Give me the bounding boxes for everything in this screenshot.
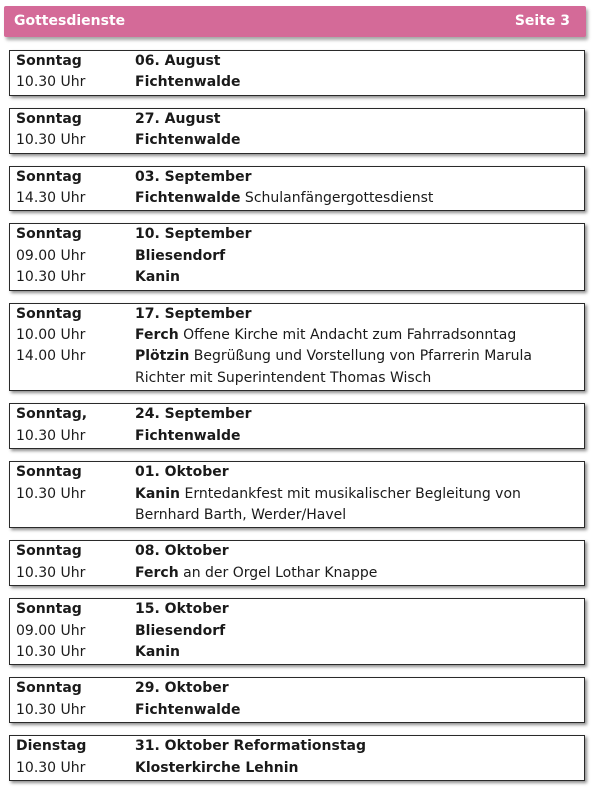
service-row <box>10 368 584 389</box>
service-detail <box>135 563 584 584</box>
service-row <box>10 109 584 130</box>
service-detail <box>135 130 584 151</box>
service-row <box>10 246 584 267</box>
service-row <box>10 563 584 584</box>
day-label: Sonntag <box>16 305 82 322</box>
service-row <box>10 304 584 325</box>
time-label: 10.30 Uhr <box>16 132 86 149</box>
service-entry <box>9 166 585 212</box>
service-entry <box>9 303 585 392</box>
service-detail <box>135 404 584 425</box>
service-detail <box>135 325 584 346</box>
service-list <box>9 50 585 793</box>
service-row <box>10 167 584 188</box>
service-detail <box>135 304 584 325</box>
service-detail <box>135 188 584 209</box>
time-label: 10.30 Uhr <box>16 74 86 91</box>
service-row <box>10 346 584 367</box>
page-title: Gottesdienste <box>14 13 126 29</box>
service-description: Schulanfängergottesdienst <box>240 190 434 207</box>
location-label: Fichtenwalde <box>135 74 241 91</box>
service-description: Bernhard Barth, Werder/Havel <box>135 506 347 523</box>
time-label: 14.00 Uhr <box>16 348 86 365</box>
service-entry <box>9 108 585 154</box>
location-label: Ferch <box>135 327 179 344</box>
location-label: Fichtenwalde <box>135 427 241 444</box>
service-row <box>10 325 584 346</box>
location-label: Kanin <box>135 269 181 286</box>
date-label: 29. Oktober <box>135 680 229 697</box>
service-row <box>10 758 584 779</box>
location-label: Plötzin <box>135 348 190 365</box>
date-label: 08. Oktober <box>135 543 229 560</box>
time-label: 10.30 Uhr <box>16 564 86 581</box>
date-label: 31. Oktober Reformationstag <box>135 738 366 755</box>
date-label: 01. Oktober <box>135 464 229 481</box>
service-row <box>10 599 584 620</box>
date-label: 03. September <box>135 168 252 185</box>
service-detail <box>135 484 584 505</box>
time-label <box>10 368 135 389</box>
service-description: Begrüßung und Vorstellung von Pfarrerin Marula <box>189 348 532 365</box>
day-label: Sonntag <box>16 53 82 69</box>
date-label: 24. September <box>135 406 252 423</box>
time-label: 09.00 Uhr <box>16 247 86 264</box>
service-detail <box>135 167 584 188</box>
service-detail <box>135 368 584 389</box>
time-label: 10.30 Uhr <box>16 759 86 776</box>
service-detail <box>135 541 584 562</box>
service-entry <box>9 223 585 290</box>
service-detail <box>135 700 584 721</box>
date-label: 27. August <box>135 110 221 127</box>
service-detail <box>135 346 584 367</box>
service-entry <box>9 677 585 723</box>
day-label: Sonntag <box>16 601 82 618</box>
day-label: Sonntag <box>16 110 82 127</box>
service-detail <box>135 267 584 288</box>
location-label: Kanin <box>135 643 181 660</box>
service-entry <box>9 461 585 528</box>
service-detail <box>135 72 584 93</box>
date-label: 17. September <box>135 305 252 322</box>
service-detail <box>135 736 584 757</box>
date-label: 10. September <box>135 226 252 243</box>
time-label: 10.30 Uhr <box>16 701 86 718</box>
location-label: Ferch <box>135 564 179 581</box>
service-row <box>10 224 584 245</box>
day-label: Sonntag <box>16 543 82 560</box>
service-entry <box>9 540 585 586</box>
service-detail <box>135 505 584 526</box>
time-label: 10.30 Uhr <box>16 269 86 286</box>
service-entry <box>9 598 585 665</box>
time-label: 10.00 Uhr <box>16 327 86 344</box>
service-detail <box>135 758 584 779</box>
service-row <box>10 462 584 483</box>
service-detail <box>135 109 584 130</box>
location-label: Klosterkirche Lehnin <box>135 759 299 776</box>
service-row <box>10 426 584 447</box>
page-number: Seite 3 <box>514 13 570 29</box>
service-row <box>10 541 584 562</box>
service-entry <box>9 403 585 449</box>
location-label: Bliesendorf <box>135 247 226 264</box>
service-description: Erntedankfest mit musikalischer Begleitung von <box>180 485 521 502</box>
service-row <box>10 188 584 209</box>
service-detail <box>135 599 584 620</box>
service-entry <box>9 735 585 781</box>
service-row <box>10 678 584 699</box>
service-detail <box>135 678 584 699</box>
location-label: Fichtenwalde <box>135 132 241 149</box>
service-row <box>10 505 584 526</box>
service-row <box>10 484 584 505</box>
time-label <box>10 505 135 526</box>
day-label: Dienstag <box>16 738 87 755</box>
day-label: Sonntag, <box>16 406 88 423</box>
service-description: Offene Kirche mit Andacht zum Fahrradsonntag <box>178 327 517 344</box>
day-label: Sonntag <box>16 226 82 243</box>
service-detail <box>135 246 584 267</box>
time-label: 10.30 Uhr <box>16 485 86 502</box>
location-label: Kanin <box>135 485 181 502</box>
day-label: Sonntag <box>16 680 82 697</box>
day-label: Sonntag <box>16 464 82 481</box>
time-label: 10.30 Uhr <box>16 643 86 660</box>
date-label: 06. August <box>135 53 221 69</box>
service-description: Richter mit Superintendent Thomas Wisch <box>135 369 432 386</box>
time-label: 14.30 Uhr <box>16 190 86 207</box>
service-detail <box>135 224 584 245</box>
service-description: an der Orgel Lothar Knappe <box>178 564 378 581</box>
service-row <box>10 404 584 425</box>
service-detail <box>135 642 584 663</box>
service-row <box>10 736 584 757</box>
location-label: Fichtenwalde <box>135 701 241 718</box>
time-label: 10.30 Uhr <box>16 427 86 444</box>
service-row <box>10 642 584 663</box>
service-detail <box>135 426 584 447</box>
service-row <box>10 621 584 642</box>
time-label: 09.00 Uhr <box>16 622 86 639</box>
service-detail <box>135 51 584 72</box>
date-label: 15. Oktober <box>135 601 229 618</box>
service-row <box>10 700 584 721</box>
service-row <box>10 130 584 151</box>
service-detail <box>135 621 584 642</box>
service-entry <box>9 50 585 96</box>
location-label: Bliesendorf <box>135 622 226 639</box>
day-label: Sonntag <box>16 168 82 185</box>
header-bar <box>4 6 586 37</box>
service-row <box>10 267 584 288</box>
location-label: Fichtenwalde <box>135 190 241 207</box>
service-detail <box>135 462 584 483</box>
service-row <box>10 51 584 72</box>
service-row <box>10 72 584 93</box>
